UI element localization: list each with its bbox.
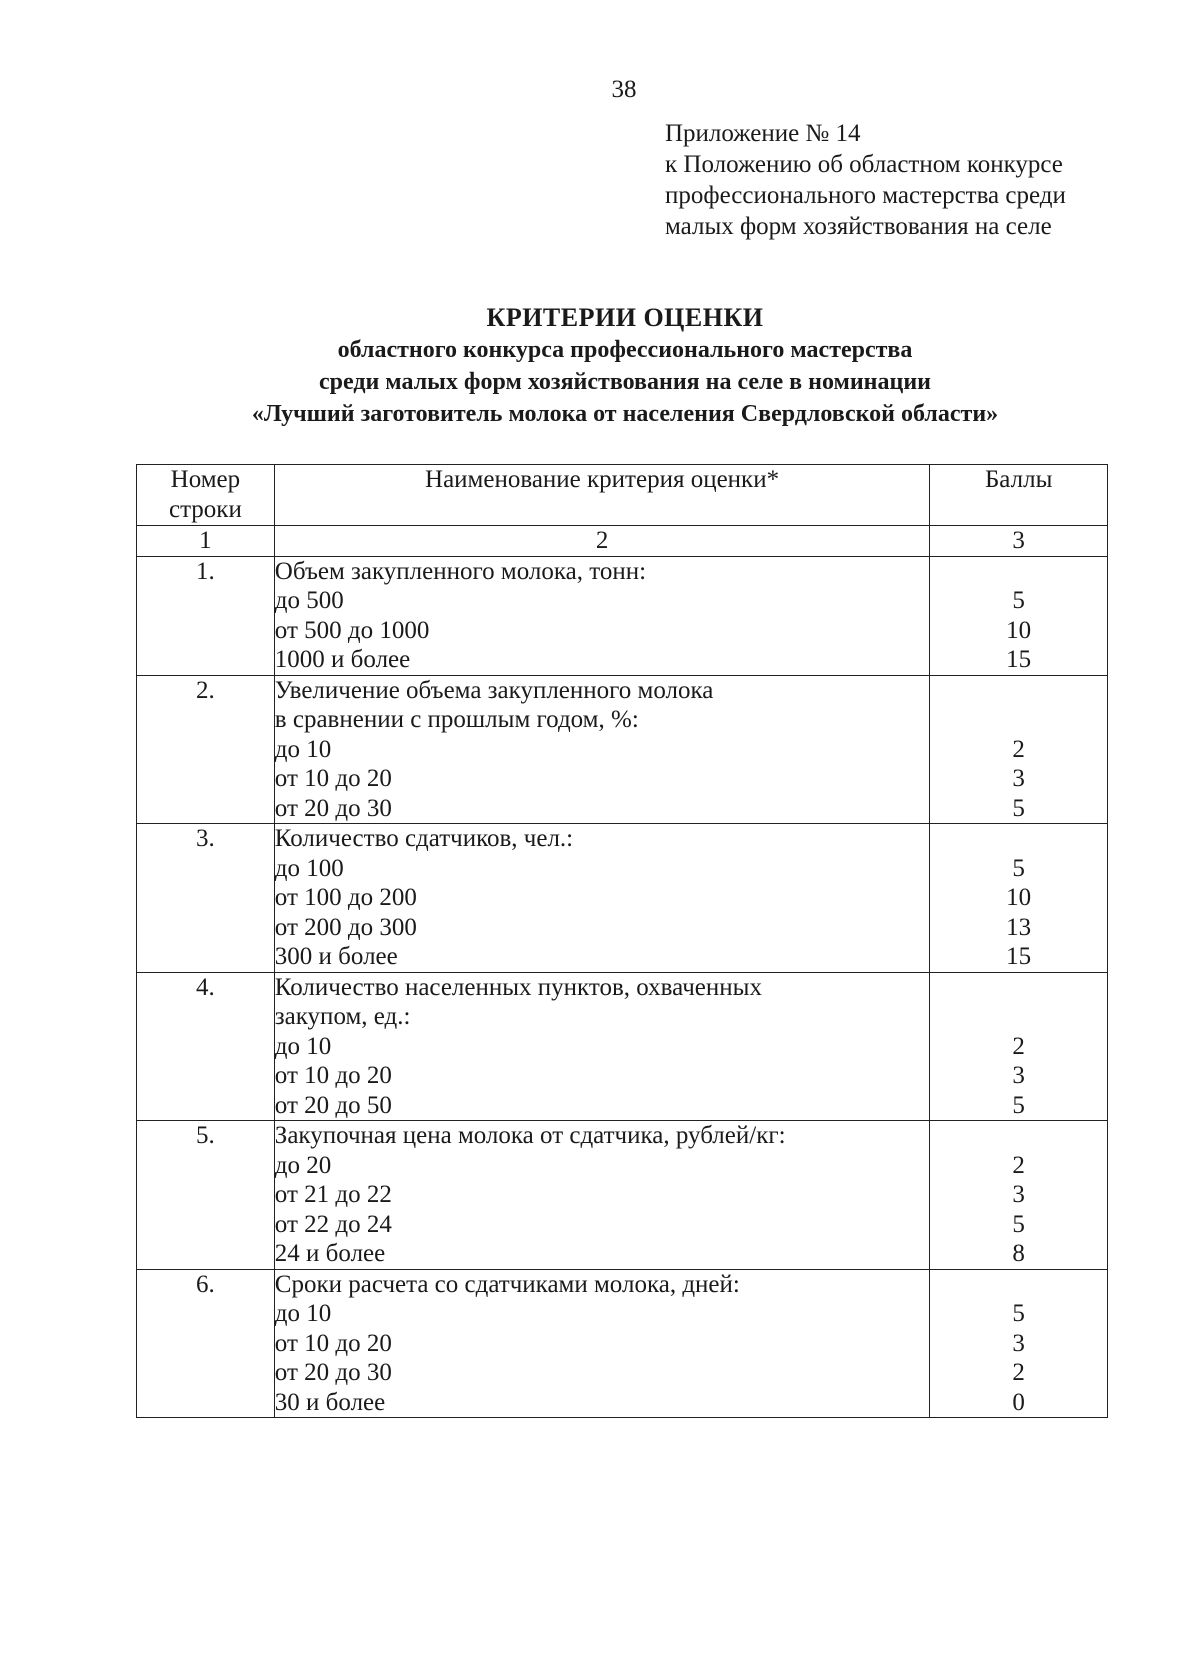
criterion-option: до 500 — [274, 587, 344, 614]
criteria-table — [136, 464, 1108, 1418]
criterion-title-line: в сравнении с прошлым годом, %: — [274, 706, 639, 733]
table-row — [137, 824, 1108, 973]
title-sub-line: областного конкурса профессионального мастерства — [337, 337, 913, 363]
row-number: 3. — [137, 824, 275, 973]
title-main: КРИТЕРИИ ОЦЕНКИ — [486, 303, 764, 332]
criteria-body — [137, 556, 1108, 1418]
criterion-cell — [274, 824, 930, 973]
score-cell — [930, 972, 1108, 1121]
table-row — [137, 556, 1108, 675]
score-value: 3 — [1012, 1329, 1025, 1357]
criterion-option: до 10 — [274, 1300, 332, 1327]
score-spacer — [930, 1002, 1107, 1032]
score-value: 13 — [1006, 913, 1032, 941]
score-spacer — [930, 1121, 1107, 1151]
criterion-option: от 21 до 22 — [274, 1181, 392, 1208]
criterion-title-line: Количество сдатчиков, чел.: — [274, 825, 574, 852]
score-spacer — [930, 557, 1107, 587]
score-value: 10 — [1006, 616, 1032, 644]
criterion-title-line: Объем закупленного молока, тонн: — [274, 557, 647, 585]
score-cell — [930, 824, 1108, 973]
criterion-cell — [274, 1269, 930, 1418]
score-value: 15 — [1006, 943, 1032, 970]
score-value: 2 — [1012, 1032, 1025, 1060]
criterion-option: от 10 до 20 — [274, 1062, 392, 1089]
score-value: 5 — [1012, 794, 1025, 822]
score-spacer — [930, 676, 1107, 706]
score-value: 15 — [1006, 646, 1032, 673]
score-value: 10 — [1006, 884, 1032, 911]
criterion-option: от 20 до 50 — [274, 1091, 392, 1119]
criterion-option: от 10 до 20 — [274, 765, 392, 792]
criterion-option: 300 и более — [274, 943, 398, 970]
score-value: 5 — [1012, 1091, 1025, 1119]
criterion-option: до 10 — [274, 735, 332, 763]
title-sub-line: среди малых форм хозяйствования на селе в номинации — [319, 369, 931, 395]
score-value: 2 — [1012, 1151, 1025, 1179]
score-spacer — [930, 705, 1107, 735]
criterion-option: 30 и более — [274, 1388, 386, 1416]
criterion-option: от 20 до 30 — [274, 794, 392, 822]
criterion-cell — [274, 675, 930, 824]
criterion-title-line: Увеличение объема закупленного молока — [274, 676, 714, 704]
score-spacer — [930, 973, 1107, 1003]
score-value: 3 — [1012, 765, 1025, 792]
appendix-line: к Положению об областном конкурсе — [665, 151, 1063, 178]
title-sub-line: «Лучший заготовитель молока от населения Свердловской области» — [251, 401, 999, 427]
row-number: 5. — [137, 1121, 275, 1270]
criterion-cell — [274, 556, 930, 675]
appendix-line: профессионального мастерства среди — [665, 182, 1066, 209]
header-num-line: Номер — [170, 466, 241, 493]
criterion-option: от 100 до 200 — [274, 884, 417, 911]
header-criterion-name: Наименование критерия оценки* — [274, 465, 930, 526]
criterion-title-line: Закупочная цена молока от сдатчика, рублей/кг: — [274, 1122, 786, 1149]
criterion-option: до 100 — [274, 854, 344, 882]
header-row-number — [137, 465, 275, 526]
table-header-row — [137, 465, 1108, 526]
score-cell — [930, 1269, 1108, 1418]
score-value: 8 — [1012, 1240, 1025, 1267]
column-index: 3 — [930, 526, 1108, 557]
score-value: 0 — [1012, 1388, 1025, 1416]
score-cell — [930, 1121, 1108, 1270]
criterion-option: от 500 до 1000 — [274, 616, 430, 644]
page-number: 38 — [611, 76, 637, 103]
criterion-option: до 10 — [274, 1032, 332, 1060]
row-number: 6. — [137, 1269, 275, 1418]
score-value: 3 — [1012, 1062, 1025, 1089]
score-spacer — [930, 824, 1107, 854]
criterion-option: 1000 и более — [274, 646, 411, 673]
header-score: Баллы — [930, 465, 1108, 526]
row-number: 2. — [137, 675, 275, 824]
criterion-title-line: закупом, ед.: — [274, 1003, 411, 1030]
appendix-line: Приложение № 14 — [665, 120, 861, 147]
criterion-title-line: Сроки расчета со сдатчиками молока, дней: — [274, 1270, 740, 1298]
row-number: 4. — [137, 972, 275, 1121]
appendix-line: малых форм хозяйствования на селе — [665, 213, 1052, 240]
score-value: 5 — [1012, 854, 1025, 882]
column-index: 1 — [137, 526, 275, 557]
criterion-option: от 20 до 30 — [274, 1359, 392, 1386]
score-cell — [930, 556, 1108, 675]
criterion-option: 24 и более — [274, 1240, 386, 1267]
row-number: 1. — [137, 556, 275, 675]
criterion-cell — [274, 1121, 930, 1270]
table-row — [137, 972, 1108, 1121]
score-value: 2 — [1012, 1359, 1025, 1386]
score-value: 5 — [1012, 1210, 1025, 1238]
criterion-cell — [274, 972, 930, 1121]
score-value: 2 — [1012, 735, 1025, 763]
score-value: 5 — [1012, 587, 1025, 614]
criterion-option: от 10 до 20 — [274, 1329, 392, 1357]
document-title — [120, 302, 1130, 430]
score-value: 3 — [1012, 1181, 1025, 1208]
appendix-note — [665, 118, 1185, 242]
criterion-option: до 20 — [274, 1151, 332, 1179]
criterion-option: от 200 до 300 — [274, 913, 417, 941]
score-cell — [930, 675, 1108, 824]
column-index-row — [137, 526, 1108, 557]
table-row — [137, 1269, 1108, 1418]
criterion-title-line: Количество населенных пунктов, охваченных — [274, 973, 762, 1001]
table-row — [137, 1121, 1108, 1270]
table-row — [137, 675, 1108, 824]
score-spacer — [930, 1270, 1107, 1300]
header-num-line: строки — [168, 495, 242, 523]
criterion-option: от 22 до 24 — [274, 1210, 392, 1238]
score-value: 5 — [1012, 1300, 1025, 1327]
column-index: 2 — [274, 526, 930, 557]
